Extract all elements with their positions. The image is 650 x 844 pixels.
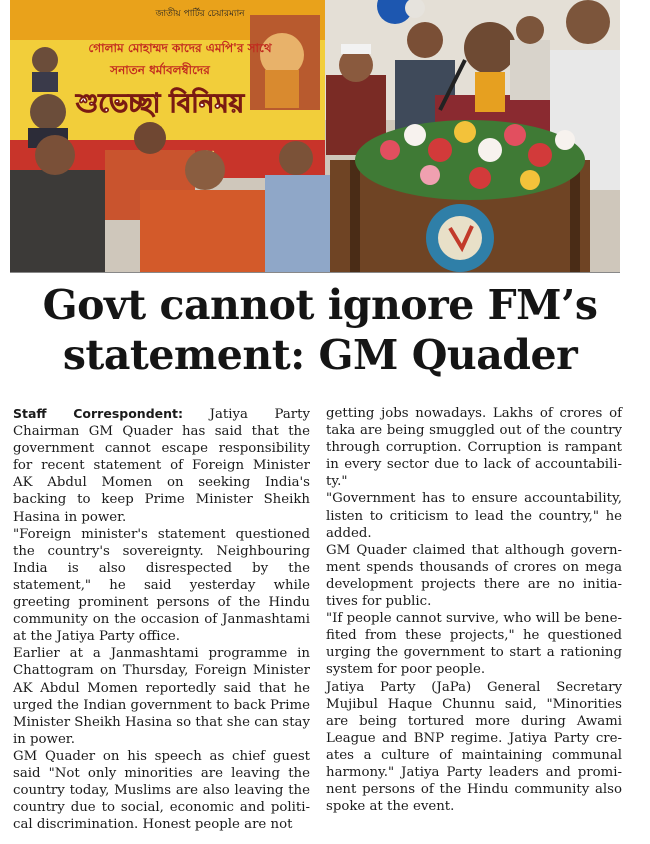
article-paragraph: Jatiya Party (JaPa) General Secretary Mujibul Haque Chunnu said, "Minorities are being tortured more during Awami League and BNP regime. Jatiya Party cre-ates a culture of maintaining communal harmony." Jatiya Party leaders and promi-nent persons of the Hindu community also spoke at the event. bbox=[326, 679, 622, 815]
article-paragraph: "If people cannot survive, who will be bene-fited from these projects," he questioned urging the government to start a rationing system for poor people. bbox=[326, 611, 622, 678]
banner-top-text: জাতীয় পার্টির চেয়ারম্যান bbox=[155, 9, 245, 19]
article-column-right bbox=[326, 405, 622, 815]
headline-line-1: Govt cannot ignore FM’s bbox=[42, 281, 598, 329]
article-paragraph: GM Quader on his speech as chief guest said "Not only minorities are leaving the country today, Muslims are also leaving the country due to social, economic and politi-cal discrimination. Honest people are not bbox=[13, 748, 310, 833]
news-photo bbox=[10, 0, 620, 273]
banner-line-1: গোলাম মোহাম্মদ কাদের এমপি'র সাথে bbox=[88, 41, 272, 55]
headline-line-2: statement: GM Quader bbox=[62, 331, 578, 379]
banner-line-2: সনাতন ধর্মাবলম্বীদের bbox=[110, 63, 210, 77]
article-paragraph: getting jobs nowadays. Lakhs of crores of taka are being smuggled out of the country through corruption. Corruption is rampant in every sector due to lack of accountabili-ty." bbox=[326, 406, 622, 490]
banner-title: শুভেচ্ছা বিনিময় bbox=[75, 89, 245, 119]
article-paragraph: GM Quader claimed that although govern-ment spends thousands of crores on mega development projects there are no initia-tives for public. bbox=[326, 542, 622, 610]
article-paragraph bbox=[13, 405, 310, 526]
article-paragraph: "Government has to ensure accountability, listen to criticism to lead the country," he added. bbox=[326, 491, 622, 541]
event-photo-illustration bbox=[10, 0, 620, 272]
byline: Staff Correspondent: bbox=[13, 406, 184, 421]
article-column-left bbox=[13, 405, 310, 833]
flower-bouquet bbox=[355, 120, 585, 200]
headline bbox=[10, 280, 630, 380]
article-paragraph: "Foreign minister's statement questioned the country's sovereignty. Neighbouring India is also disrespected by the statement," he said yesterday while greeting prominent persons of the Hindu community on the occasion of Janmashtami at the Jatiya Party office. bbox=[13, 526, 310, 645]
article-paragraph: Earlier at a Janmashtami programme in Chattogram on Thursday, Foreign Minister AK Abdul Momen reportedly said that he urged the Indian government to back Prime Minister Sheikh Hasina so that she can stay in power. bbox=[13, 646, 310, 747]
paragraph-text: Jatiya Party Chairman GM Quader has said that the government cannot escape responsibility for recent statement of Foreign Minister AK Abdul Momen on seeking India's backing to keep Prime Minister Sheikh Hasina in power. bbox=[13, 407, 310, 525]
